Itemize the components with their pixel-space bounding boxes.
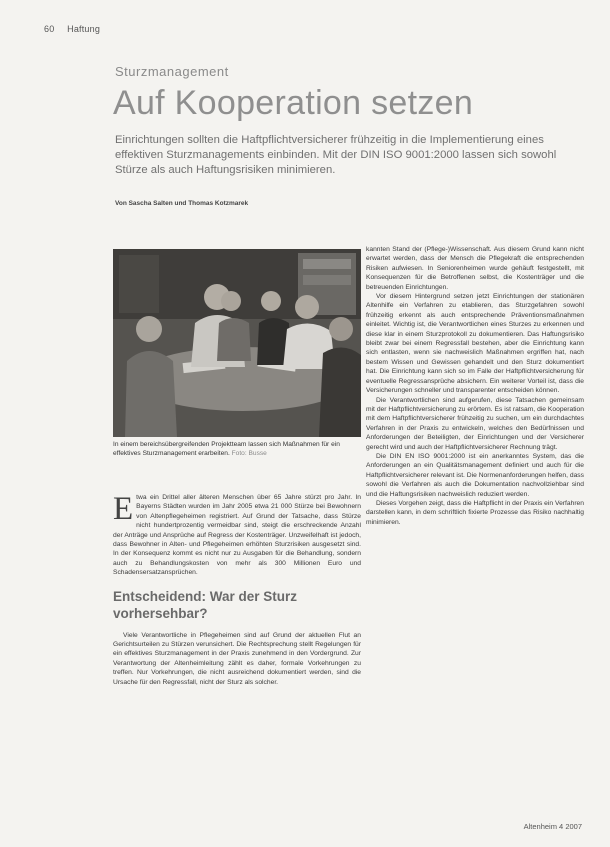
photo-caption-text: In einem bereichsübergreifenden Projektteam lassen sich Maßnahmen für ein effektives Sturzmanagement erarbeiten. [113, 441, 340, 458]
article-subheading: Entscheidend: War der Sturz vorhersehbar? [113, 588, 298, 621]
right-paragraph-1: kannten Stand der (Pflege-)Wissenschaft. Aus diesem Grund kann nicht erwartet werden, dass der Mensch die Pflegekraft die entsprechenden Risiken aufwiesen. In Seniorenheimen wurde gehäuft festgestellt, mit Konsequenzen für die Betroffenen selbst, die Kostenträger und die betreuenden Einrichtungen. [366, 246, 584, 291]
article-byline: Von Sascha Salten und Thomas Kotzmarek [115, 200, 249, 207]
left-paragraph-2: Viele Verantwortliche in Pflegeheimen sind auf Grund der aktuellen Flut an Gerichtsurteilen zu Stürzen verunsichert. Die Rechtsprechung stellt Regelungen für ein effektives Sturzmanagement in der Praxis zunehmend in den Vordergrund. Zur Verantwortung der Altenheimleitung zählt es daher, formale Vorkehrungen zu treffen. Nur Vorkehrungen, die nicht ausreichend dokumentiert werden, sind die Ursache für den Regressfall, nicht der Sturz als solcher. [113, 631, 361, 686]
left-column [113, 493, 361, 687]
article-title: Auf Kooperation setzen [113, 84, 474, 122]
article-kicker: Sturzmanagement [115, 64, 229, 79]
photo-credit: Foto: Busse [231, 450, 267, 458]
right-column [366, 245, 584, 527]
drop-cap: E [113, 491, 134, 527]
section-label: Haftung [67, 24, 101, 34]
article-lead: Einrichtungen sollten die Haftpflichtversicherer frühzeitig in die Implementierung eines effektiven Sturzmanagements einbinden. Mit der DIN ISO 9001:2000 lassen sich sowohl Stürze als auch Haftungsrisiken minimieren. [115, 134, 557, 177]
right-paragraph-5: Dieses Vorgehen zeigt, dass die Haftpflicht in der Praxis ein Verfahren darstellen kann, in dem schriftlich fixierte Prozesse das Risiko nachhaltig minimieren. [366, 499, 584, 526]
right-paragraph-4: Die DIN EN ISO 9001:2000 ist ein anerkanntes System, das die Anforderungen an ein Qualitätsmanagement definiert und auch für die Haftpflichtversicherer relevant ist. Die Normenanforderungen helfen, dass sowohl die Verfahren als auch die Dokumentation nachvollziehbar sind und die Haftungsrisiken nachweislich reduziert werden. [366, 452, 584, 498]
right-paragraph-2: Vor diesem Hintergrund setzen jetzt Einrichtungen der stationären Altenhilfe ein Verfahren zu etablieren, das Sturzgefahren sowohl frühzeitig erkennt als auch entsprechende Präventionsmaßnahmen einleitet. Wichtig ist, die Verantwortlichen eines Sturzes zu erkennen und diese klar in einem Sturzprotokoll zu dokumentieren. Das Haftungsrisiko bleibt zwar bei einem Regressfall bestehen, aber die Einrichtung kann sich entlasten, wenn sie nachweislich Maßnahmen ergriffen hat, nach bestem Wissen und Gewissen gehandelt und den Sturz dokumentiert hat. Die Einrichtung kann sich so im Falle der Haftpflichtversicherung für eventuelle Regressansprüche absichern. Ein weiterer Vorteil ist, dass die Versicherungen schneller und transparenter entscheiden können. [366, 293, 584, 395]
page-number: 60 [44, 24, 55, 34]
team-meeting-photo [113, 249, 361, 437]
page-header [44, 24, 100, 34]
right-paragraph-3: Die Verantwortlichen sind aufgerufen, diese Tatsachen gemeinsam mit der Haftpflichtversicherung zu erörtern. Es ist ratsam, die Kooperation mit dem Haftpflichtversicherer frühzeitig zu suchen, um ein durchdachtes Verfahren in der Praxis zu entwickeln, welches den Bedürfnissen und Anforderungen der Beteiligten, der Einrichtungen und der Versicherer gerecht wird und auch der Haftpflichtversicherer Rechnung trägt. [366, 396, 584, 451]
page-footer: Altenheim 4 2007 [523, 822, 582, 831]
photo-caption [113, 440, 363, 459]
left-paragraph-1: twa ein Drittel aller älteren Menschen über 65 Jahre stürzt pro Jahr. In Bayerns Städten wurden im Jahr 2005 etwa 21 000 Stürze bei Bewohnern von Altenpflegeheimen registriert. Auf Grund der Tatsache, dass Stürze nicht hundertprozentig vermeidbar sind, steigt die erschreckende Anzahl der Anträge und Ansprüche auf Regress der Kostenträger. Unzweifelhaft ist jedoch, dass Bewohner in Alten- und Pflegeheimen erhöhten Sturzrisiken ausgesetzt sind. In der Konsequenz kommt es nicht nur zu Ausgaben für die Behandlung, sondern auch zu Behandlungskosten von mehr als 300 Millionen Euro und Schadensersatzansprüchen. [113, 494, 361, 577]
